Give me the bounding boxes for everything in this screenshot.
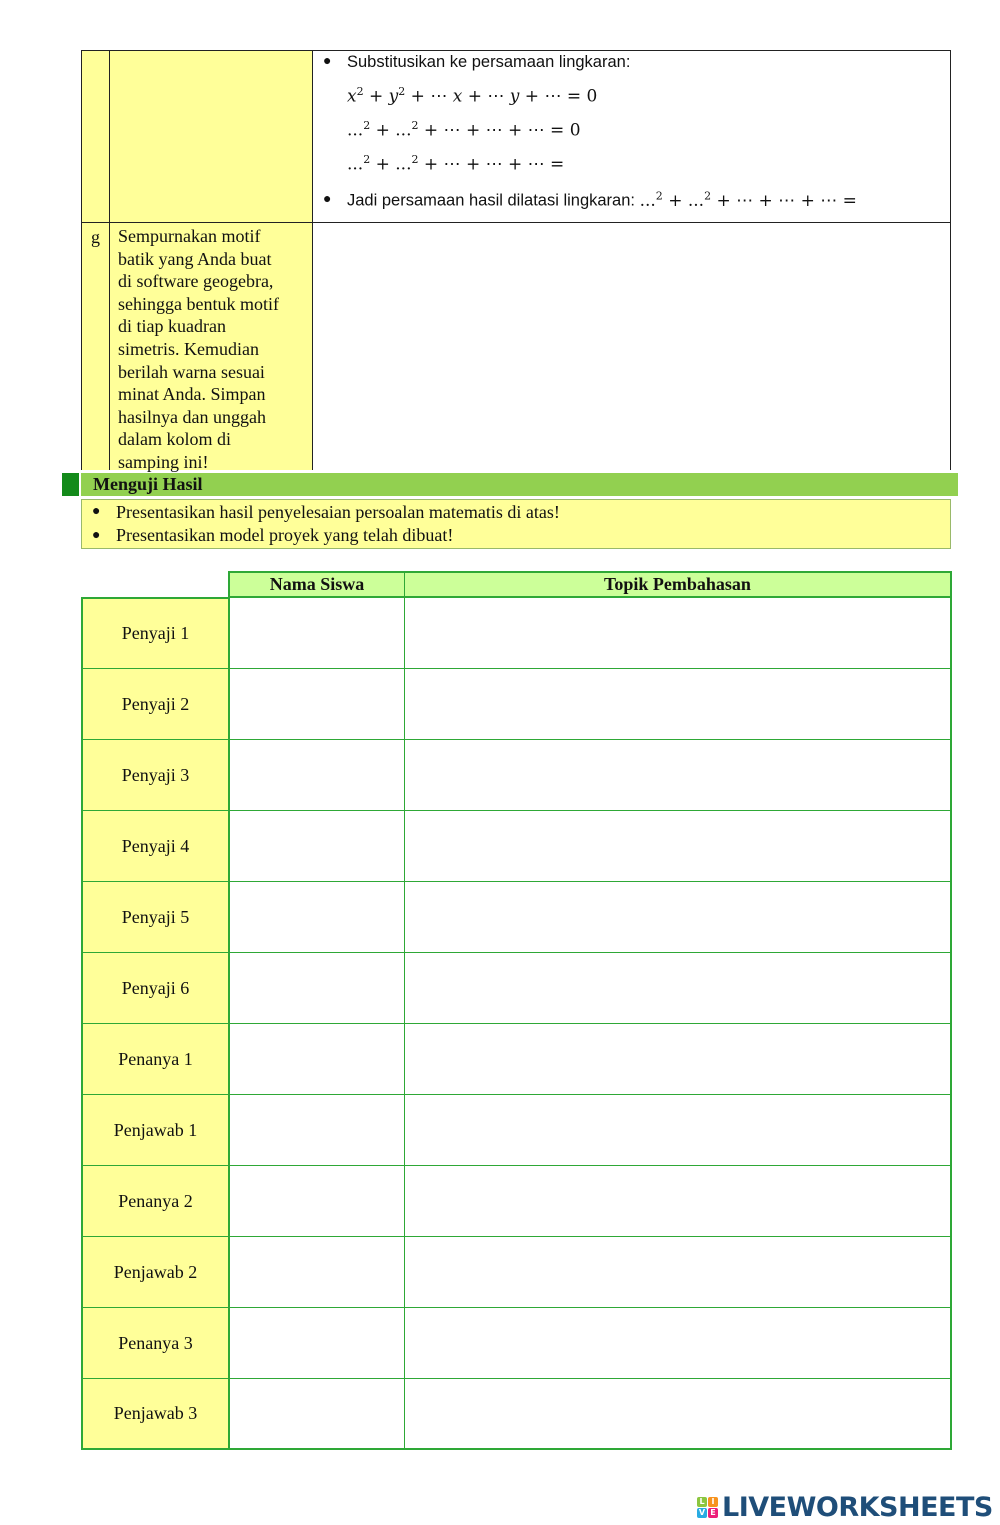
- instruction-line: dalam kolom di: [118, 429, 231, 450]
- role-cell: Penjawab 3: [81, 1378, 229, 1450]
- nama-siswa-input[interactable]: [228, 1094, 405, 1166]
- equation-line-3: ...$^2$ + ...$^2$ + ⋯ + ⋯ + ⋯ =: [347, 153, 565, 175]
- instruction-line: simetris. Kemudian: [118, 338, 259, 359]
- nama-siswa-input[interactable]: [228, 810, 405, 882]
- instruction-line: batik yang Anda buat: [118, 248, 272, 269]
- row-g-upload-cell[interactable]: [312, 222, 951, 470]
- topik-pembahasan-input[interactable]: [404, 952, 952, 1024]
- logo-mark-icon: L I V E: [697, 1497, 718, 1518]
- conclusion-line: Jadi persamaan hasil dilatasi lingkaran: ...$^2$ + ...$^2$ + ⋯ + ⋯ + ⋯ =: [347, 189, 857, 211]
- instruction-line: hasilnya dan unggah: [118, 406, 266, 427]
- topik-pembahasan-input[interactable]: [404, 739, 952, 811]
- equation-line-1: $x^2 + y^2$ + ⋯ x + ⋯ y + ⋯ = 0: [347, 85, 598, 107]
- role-cell: Penyaji 3: [81, 739, 229, 811]
- nama-siswa-input[interactable]: [228, 952, 405, 1024]
- instruction-line: di tiap kuadran: [118, 316, 226, 337]
- nama-siswa-input[interactable]: [228, 1307, 405, 1379]
- role-cell: Penanya 3: [81, 1307, 229, 1379]
- topik-pembahasan-input[interactable]: [404, 1307, 952, 1379]
- topik-pembahasan-input[interactable]: [404, 1378, 952, 1450]
- nama-siswa-input[interactable]: [228, 1023, 405, 1095]
- topik-pembahasan-input[interactable]: [404, 1023, 952, 1095]
- bullet-dot: ●: [92, 528, 101, 543]
- row-g-instruction-cell: [109, 222, 312, 470]
- substitution-instruction: Substitusikan ke persamaan lingkaran:: [347, 53, 631, 71]
- nama-siswa-input[interactable]: [228, 668, 405, 740]
- nama-siswa-input[interactable]: [228, 597, 405, 669]
- topik-pembahasan-input[interactable]: [404, 597, 952, 669]
- topik-pembahasan-input[interactable]: [404, 810, 952, 882]
- bullet-dot: ●: [323, 192, 332, 207]
- role-cell: Penyaji 2: [81, 668, 229, 740]
- section-bullet-2: Presentasikan model proyek yang telah dibuat!: [116, 525, 454, 545]
- role-cell: Penjawab 2: [81, 1236, 229, 1308]
- instruction-line: Sempurnakan motif: [118, 226, 261, 246]
- instruction-line: berilah warna sesuai: [118, 361, 265, 382]
- role-cell: Penyaji 6: [81, 952, 229, 1024]
- section-marker: [62, 473, 79, 496]
- nama-siswa-input[interactable]: [228, 881, 405, 953]
- role-cell: Penyaji 4: [81, 810, 229, 882]
- instruction-line: samping ini!: [118, 451, 209, 472]
- liveworksheets-logo: [697, 1490, 993, 1524]
- nama-siswa-input[interactable]: [228, 1378, 405, 1450]
- row-g-letter-cell: g: [81, 222, 109, 470]
- nama-siswa-input[interactable]: [228, 739, 405, 811]
- section-bullet-1: Presentasikan hasil penyelesaian persoalan matematis di atas!: [116, 502, 560, 522]
- section-title: Menguji Hasil: [81, 473, 958, 496]
- role-cell: Penyaji 1: [81, 597, 229, 669]
- instruction-line: di software geogebra,: [118, 271, 274, 292]
- instruction-line: sehingga bentuk motif: [118, 293, 279, 314]
- topik-pembahasan-input[interactable]: [404, 1165, 952, 1237]
- topik-pembahasan-input[interactable]: [404, 1094, 952, 1166]
- role-cell: Penjawab 1: [81, 1094, 229, 1166]
- bullet-dot: ●: [92, 504, 101, 519]
- header-nama-siswa: Nama Siswa: [228, 571, 405, 597]
- logo-text: LIVEWORKSHEETS: [722, 1491, 993, 1523]
- topik-pembahasan-input[interactable]: [404, 881, 952, 953]
- role-cell: Penanya 1: [81, 1023, 229, 1095]
- instruction-line: minat Anda. Simpan: [118, 384, 266, 405]
- bullet-dot: ●: [323, 54, 332, 69]
- row-f-answer-cell: [312, 50, 951, 222]
- topik-pembahasan-input[interactable]: [404, 1236, 952, 1308]
- equation-line-2: ...$^2$ + ...$^2$ + ⋯ + ⋯ + ⋯ = 0: [347, 119, 581, 141]
- row-f-instruction-cell: [109, 50, 312, 222]
- row-f-letter-cell: [81, 50, 109, 222]
- nama-siswa-input[interactable]: [228, 1165, 405, 1237]
- role-cell: Penanya 2: [81, 1165, 229, 1237]
- header-topik-pembahasan: Topik Pembahasan: [404, 571, 952, 597]
- topik-pembahasan-input[interactable]: [404, 668, 952, 740]
- role-cell: Penyaji 5: [81, 881, 229, 953]
- section-instructions: [81, 499, 951, 549]
- nama-siswa-input[interactable]: [228, 1236, 405, 1308]
